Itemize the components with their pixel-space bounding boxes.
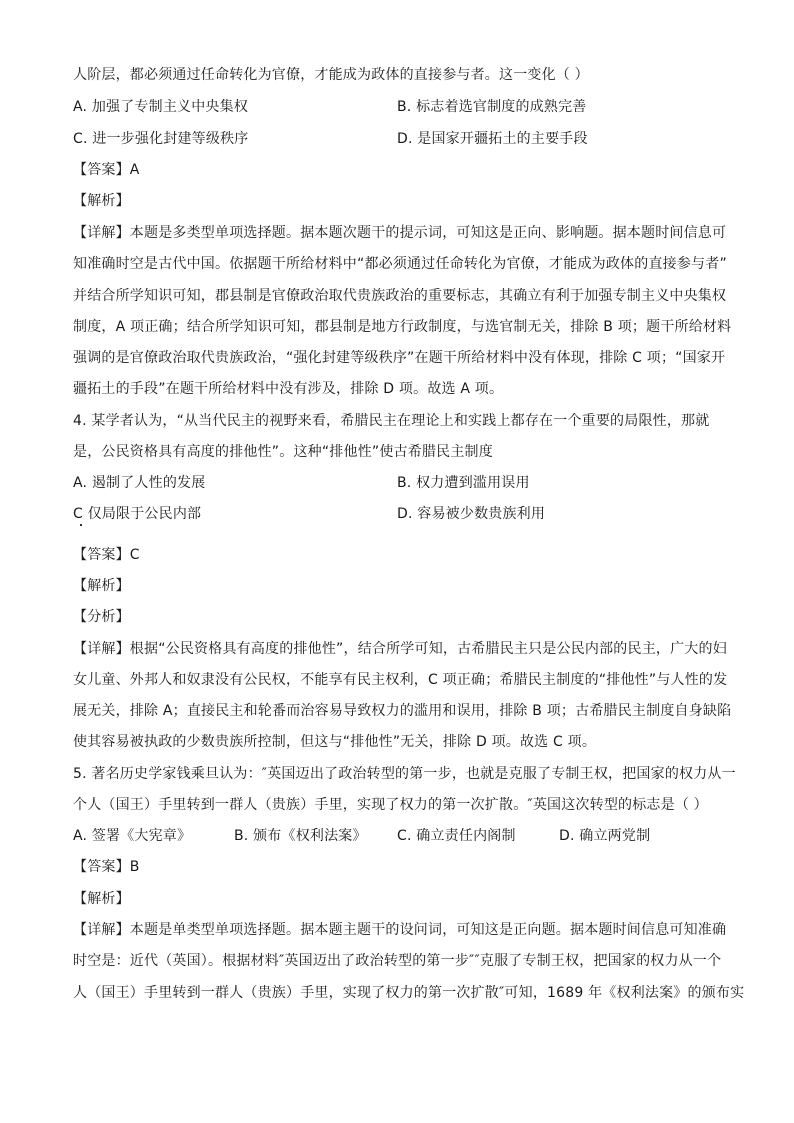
q5-analysis-label: 【解析】 bbox=[73, 891, 130, 907]
q4-option-c: C 仅局限于公民内部 bbox=[73, 506, 202, 522]
q3-detail-line: 制度，A 项正确；结合所学知识可知，郡县制是地方行政制度，与选官制无关，排除 B 项；题干所给材料 bbox=[73, 319, 732, 335]
q3-detail-line: 【详解】本题是多类型单项选择题。据本题次题干的提示词，可知这是正向、影响题。据本题时间信息可 bbox=[73, 225, 727, 241]
q4-stem-line: 4. 某学者认为，“从当代民主的视野来看，希腊民主在理论上和实践上都存在一个重要的局限性，那就 bbox=[73, 413, 710, 429]
q3-option-d: D. 是国家开疆拓土的主要手段 bbox=[397, 131, 588, 147]
q5-detail-line: 人（国王）手里转到一群人（贵族）手里，实现了权力的第一次扩散″可知，1689 年《权利法案》的颁布实 bbox=[73, 985, 745, 1001]
q3-detail-line: 强调的是官僚政治取代贵族政治，“强化封建等级秩序”在题干所给材料中没有体现，排除 C 项；“国家开 bbox=[73, 350, 726, 366]
q4-option-b: B. 权力遭到滥用误用 bbox=[397, 475, 530, 491]
q5-option-a: A. 签署《大宪章》 bbox=[73, 828, 192, 844]
q3-detail-line: 疆拓土的手段”在题干所给材料中没有涉及，排除 D 项。故选 A 项。 bbox=[73, 381, 504, 397]
q4-detail-line: 使其容易被执政的少数贵族所控制，但这与“排他性”无关，排除 D 项。故选 C 项。 bbox=[73, 734, 597, 750]
q4-stem-line: 是，公民资格具有高度的排他性”。这种“排他性”使古希腊民主制度 bbox=[73, 444, 493, 460]
q4-analysis2-label: 【分析】 bbox=[73, 609, 130, 625]
q3-detail-line: 知准确时空是古代中国。依据题干所给材料中“都必须通过任命转化为官僚，才能成为政体的直接参与者” bbox=[73, 256, 727, 272]
q4-answer: 【答案】C bbox=[73, 547, 140, 563]
q5-option-d: D. 确立两党制 bbox=[559, 828, 651, 844]
q5-detail-line: 【详解】本题是单类型单项选择题。据本题主题干的设问词，可知这是正向题。据本题时间信息可知准确 bbox=[73, 922, 727, 938]
q5-detail-line: 时空是：近代（英国）。根据材料″英国迈出了政治转型的第一步″″克服了专制王权，把国家的权力从一个 bbox=[73, 953, 722, 969]
q3-option-c: C. 进一步强化封建等级秩序 bbox=[73, 131, 249, 147]
q4-detail-line: 女儿童、外邦人和奴隶没有公民权，不能享有民主权利，C 项正确；希腊民主制度的“排他性”与人性的发 bbox=[73, 672, 728, 688]
q3-detail-line: 并结合所学知识可知，郡县制是官僚政治取代贵族政治的重要标志，其确立有利于加强专制主义中央集权 bbox=[73, 288, 727, 304]
q4-analysis-label: 【解析】 bbox=[73, 578, 130, 594]
stray-dot bbox=[80, 524, 82, 526]
q4-detail-line: 展无关，排除 A；直接民主和轮番而治容易导致权力的滥用和误用，排除 B 项；古希腊民主制度自身缺陷 bbox=[73, 703, 732, 719]
q4-option-a: A. 遏制了人性的发展 bbox=[73, 475, 206, 491]
q3-answer: 【答案】A bbox=[73, 162, 140, 178]
q5-stem-line: 5. 著名历史学家钱乘旦认为：″英国迈出了政治转型的第一步，也就是克服了专制王权，把国家的权力从一 bbox=[73, 766, 736, 782]
q5-answer: 【答案】B bbox=[73, 859, 140, 875]
q3-analysis-label: 【解析】 bbox=[73, 193, 130, 209]
q3-option-b: B. 标志着选官制度的成熟完善 bbox=[397, 99, 587, 115]
q3-stem-tail: 人阶层，都必须通过任命转化为官僚，才能成为政体的直接参与者。这一变化（ ） bbox=[73, 67, 589, 83]
q4-detail-line: 【详解】根据“公民资格具有高度的排他性”，结合所学可知，古希腊民主只是公民内部的民主，广大的妇 bbox=[73, 641, 727, 657]
q5-option-b: B. 颁布《权利法案》 bbox=[234, 828, 367, 844]
q5-option-c: C. 确立责任内阁制 bbox=[397, 828, 516, 844]
q5-stem-line: 个人（国王）手里转到一群人（贵族）手里，实现了权力的第一次扩散。″英国这次转型的标志是（ ） bbox=[73, 797, 708, 813]
q4-option-d: D. 容易被少数贵族利用 bbox=[397, 506, 546, 522]
q3-option-a: A. 加强了专制主义中央集权 bbox=[73, 99, 249, 115]
